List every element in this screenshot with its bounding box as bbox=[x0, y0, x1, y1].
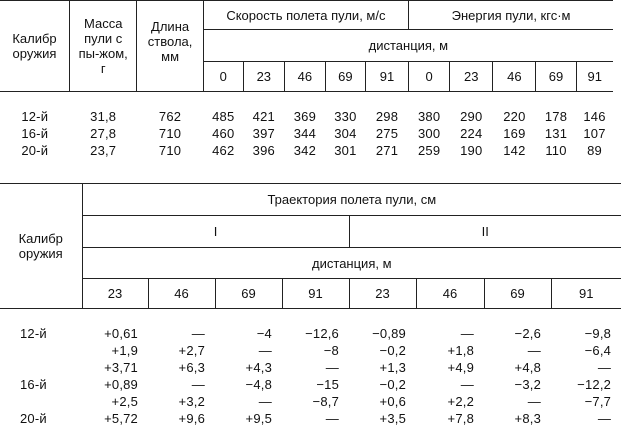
value-cell: 421 bbox=[252, 108, 275, 124]
value-cell: −4,8 bbox=[245, 376, 272, 392]
value-cell: — bbox=[527, 342, 541, 358]
value-cell: +3,5 bbox=[379, 410, 406, 426]
trajectory-group-header: Траектория полета пули, см bbox=[82, 184, 621, 216]
value-cell: — bbox=[597, 410, 612, 426]
distance-cell: 69 bbox=[325, 62, 365, 92]
value-cell: 146 bbox=[583, 108, 606, 124]
value-cell: 259 bbox=[417, 142, 441, 158]
value-cell: — bbox=[258, 342, 272, 358]
value-cell: +2,7 bbox=[178, 342, 205, 358]
distance-cell: 46 bbox=[284, 62, 325, 92]
value-cell: +4,9 bbox=[447, 359, 474, 375]
value-cell: +5,72 bbox=[104, 410, 138, 426]
value-cell: +1,8 bbox=[447, 342, 474, 358]
distance-cell: 23 bbox=[243, 62, 284, 92]
caliber-cell: 12-й bbox=[21, 108, 49, 124]
mass-cell: 31,8 bbox=[90, 108, 117, 124]
distance-cell: 46 bbox=[493, 62, 536, 92]
distance-cell: 69 bbox=[484, 279, 551, 309]
speed-group-header: Скорость полета пули, м/с bbox=[203, 1, 408, 30]
value-cell: 397 bbox=[252, 125, 275, 141]
value-cell: −8,7 bbox=[312, 393, 339, 409]
value-cell: +3,71 bbox=[104, 359, 138, 375]
distance-cell: 69 bbox=[536, 62, 576, 92]
value-cell: 485 bbox=[212, 108, 235, 124]
value-cell: +2,5 bbox=[111, 393, 138, 409]
caliber-header: Калибр оружия bbox=[0, 1, 70, 92]
distance-cell: 91 bbox=[282, 279, 349, 309]
value-cell: +0,89 bbox=[104, 376, 138, 392]
value-cell: +8,3 bbox=[514, 410, 541, 426]
value-cell: 342 bbox=[293, 142, 316, 158]
caliber-cell bbox=[0, 393, 82, 410]
table-row bbox=[0, 342, 621, 359]
value-cell: −0,2 bbox=[379, 376, 406, 392]
trajectory-table bbox=[0, 183, 621, 427]
value-cell: — bbox=[527, 393, 541, 409]
value-cell: 290 bbox=[460, 108, 483, 124]
distance-cell: 23 bbox=[82, 279, 148, 309]
value-cell: +6,3 bbox=[178, 359, 205, 375]
value-cell: 380 bbox=[417, 108, 441, 124]
value-cell: +0,6 bbox=[379, 393, 406, 409]
value-cell: — bbox=[191, 325, 205, 341]
value-cell: +4,8 bbox=[514, 359, 541, 375]
value-cell: 330 bbox=[334, 108, 357, 124]
value-cell: 300 bbox=[417, 125, 441, 141]
table-row bbox=[0, 359, 621, 376]
length-cell: 710 bbox=[158, 142, 182, 158]
mass-header: Масса пули с пы-жом, г bbox=[70, 1, 137, 92]
table-row bbox=[0, 108, 613, 125]
table-row bbox=[0, 325, 621, 342]
caliber-cell: 16-й bbox=[20, 376, 47, 392]
caliber-cell: 20-й bbox=[20, 410, 47, 426]
table-row bbox=[0, 142, 613, 159]
caliber-cell bbox=[0, 342, 82, 359]
value-cell: +1,9 bbox=[111, 342, 138, 358]
value-cell: — bbox=[460, 325, 474, 341]
caliber-cell: 12-й bbox=[20, 325, 47, 341]
distance-cell: 46 bbox=[416, 279, 484, 309]
value-cell: +9,5 bbox=[245, 410, 272, 426]
value-cell: 301 bbox=[334, 142, 357, 158]
value-cell: 271 bbox=[375, 142, 399, 158]
mass-cell: 27,8 bbox=[90, 125, 117, 141]
value-cell: 220 bbox=[503, 108, 526, 124]
distance-cell: 23 bbox=[450, 62, 493, 92]
mass-cell: 23,7 bbox=[90, 142, 117, 158]
value-cell: — bbox=[258, 393, 272, 409]
distance-header: дистанция, м bbox=[203, 30, 613, 62]
value-cell: 462 bbox=[212, 142, 235, 158]
distance-cell: 91 bbox=[576, 62, 613, 92]
value-cell: +7,8 bbox=[447, 410, 474, 426]
table-row bbox=[0, 376, 621, 393]
length-cell: 762 bbox=[158, 108, 182, 124]
value-cell: 110 bbox=[545, 142, 567, 158]
distance-header: дистанция, м bbox=[82, 248, 621, 279]
value-cell: 275 bbox=[375, 125, 399, 141]
value-cell: — bbox=[460, 376, 474, 392]
value-cell: 169 bbox=[503, 125, 526, 141]
table-row bbox=[0, 410, 621, 427]
caliber-cell: 16-й bbox=[21, 125, 49, 141]
value-cell: −12,6 bbox=[305, 325, 339, 341]
value-cell: +9,6 bbox=[178, 410, 205, 426]
caliber-cell: 20-й bbox=[21, 142, 49, 158]
ballistics-table bbox=[0, 0, 613, 159]
value-cell: −12,2 bbox=[577, 376, 612, 392]
value-cell: 224 bbox=[460, 125, 483, 141]
table-row bbox=[0, 393, 621, 410]
value-cell: 89 bbox=[587, 142, 602, 158]
value-cell: 396 bbox=[252, 142, 275, 158]
value-cell: 298 bbox=[375, 108, 399, 124]
distance-cell: 46 bbox=[148, 279, 215, 309]
value-cell: 142 bbox=[503, 142, 526, 158]
value-cell: 460 bbox=[212, 125, 235, 141]
distance-row bbox=[0, 279, 621, 309]
value-cell: +4,3 bbox=[245, 359, 272, 375]
value-cell: −2,6 bbox=[514, 325, 541, 341]
value-cell: +2,2 bbox=[447, 393, 474, 409]
value-cell: 304 bbox=[334, 125, 357, 141]
length-header: Длина ствола, мм bbox=[137, 1, 203, 92]
value-cell: — bbox=[597, 359, 612, 375]
value-cell: −6,4 bbox=[584, 342, 612, 358]
distance-cell: 91 bbox=[365, 62, 408, 92]
value-cell: +1,3 bbox=[379, 359, 406, 375]
table-row bbox=[0, 125, 613, 142]
energy-group-header: Энергия пули, кгс·м bbox=[409, 1, 613, 30]
trajectory-sub-I: I bbox=[82, 216, 349, 248]
value-cell: +3,2 bbox=[178, 393, 205, 409]
value-cell: −0,2 bbox=[379, 342, 406, 358]
distance-cell: 23 bbox=[349, 279, 416, 309]
value-cell: 131 bbox=[544, 125, 568, 141]
value-cell: −8 bbox=[323, 342, 339, 358]
value-cell: −3,2 bbox=[514, 376, 541, 392]
trajectory-sub-II: II bbox=[349, 216, 621, 248]
length-cell: 710 bbox=[158, 125, 182, 141]
value-cell: 369 bbox=[293, 108, 316, 124]
value-cell: −4 bbox=[256, 325, 272, 341]
value-cell: 178 bbox=[544, 108, 568, 124]
value-cell: 107 bbox=[583, 125, 606, 141]
value-cell: — bbox=[325, 359, 339, 375]
distance-cell: 0 bbox=[203, 62, 243, 92]
value-cell: −9,8 bbox=[584, 325, 612, 341]
distance-cell: 69 bbox=[215, 279, 282, 309]
distance-cell: 91 bbox=[551, 279, 621, 309]
value-cell: −7,7 bbox=[584, 393, 612, 409]
caliber-cell bbox=[0, 359, 82, 376]
distance-cell: 0 bbox=[409, 62, 450, 92]
value-cell: — bbox=[325, 410, 339, 426]
value-cell: — bbox=[191, 376, 205, 392]
value-cell: 344 bbox=[293, 125, 316, 141]
value-cell: +0,61 bbox=[104, 325, 138, 341]
value-cell: 190 bbox=[460, 142, 483, 158]
value-cell: −15 bbox=[316, 376, 339, 392]
caliber-header: Калибр оружия bbox=[0, 184, 82, 309]
value-cell: −0,89 bbox=[372, 325, 406, 341]
